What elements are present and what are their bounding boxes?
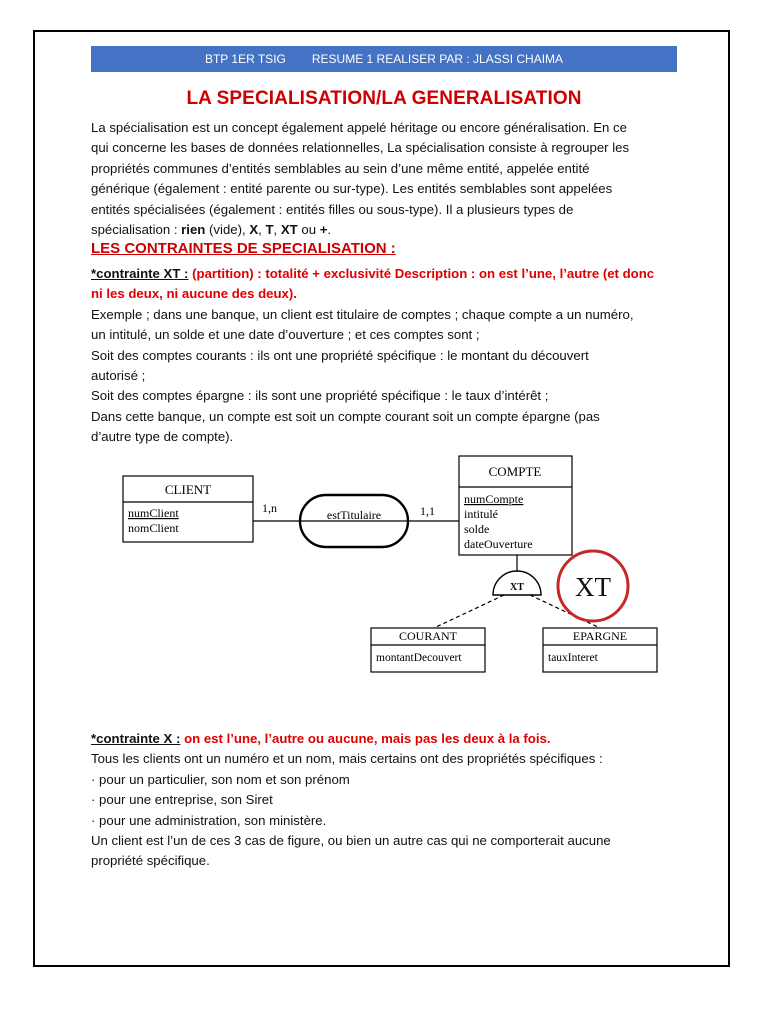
x-definition: on est l’une, l’autre ou aucune, mais pas les deux à la fois.	[180, 731, 551, 746]
compte-attr: dateOuverture	[464, 537, 533, 551]
x-definition-line	[91, 729, 691, 749]
x-line: · pour un particulier, son nom et son prénom	[91, 771, 350, 787]
card-left: 1,n	[262, 501, 277, 515]
client-name: CLIENT	[164, 482, 212, 497]
card-right: 1,1	[420, 504, 435, 518]
page-title: LA SPECIALISATION/LA GENERALISATION	[186, 88, 582, 109]
intro-line: qui concerne les bases de données relationnelles, La spécialisation consiste à regrouper les	[91, 140, 630, 156]
compte-name: COMPTE	[488, 464, 542, 479]
client-attr: nomClient	[128, 521, 179, 535]
x-line: Tous les clients ont un numéro et un nom, mais certains ont des propriétés spécifiques :	[91, 751, 603, 767]
section-heading: LES CONTRAINTES DE SPECIALISATION :	[91, 240, 396, 257]
xt-line: Soit des comptes épargne : ils sont une propriété spécifique : le taux d’intérêt ;	[91, 388, 549, 404]
type-xt: XT	[280, 222, 298, 238]
client-attr: numClient	[128, 506, 179, 520]
compte-attr: numCompte	[464, 492, 524, 506]
client-entity	[123, 476, 253, 542]
circle-label: XT	[575, 572, 611, 602]
x-line: Un client est l’un de ces 3 cas de figure, ou bien un autre cas qui ne comporterait aucune	[91, 833, 611, 849]
x-label: *contrainte X :	[91, 731, 181, 746]
intro-line: spécialisation : rien (vide), X, T, XT ou +.	[91, 222, 332, 238]
header-class: BTP 1ER TSIG	[204, 52, 286, 66]
compte-attr: solde	[464, 522, 490, 536]
courant-name: COURANT	[398, 629, 458, 643]
type-x: X	[249, 222, 259, 238]
intro-line: entités spécialisées (également : entités filles ou sous-type). Il a plusieurs types de	[91, 201, 574, 217]
type-rien: rien	[181, 222, 206, 238]
intro-line: propriétés communes d’entités semblables au sein d’une même entité, appelée entité	[91, 160, 590, 176]
xt-line: un intitulé, un solde et une date d’ouverture ; et ces comptes sont ;	[91, 327, 480, 343]
xt-line: autorisé ;	[91, 368, 146, 384]
epargne-attr: tauxInteret	[548, 652, 598, 664]
courant-attr: montantDecouvert	[376, 652, 462, 664]
type-t: T	[265, 222, 274, 238]
xt-constraint-symbol	[493, 571, 541, 595]
xt-definition: (partition) : totalité + exclusivité Description : on est l’une, l’autre (et donc	[188, 266, 655, 281]
compte-attr: intitulé	[464, 507, 498, 521]
epargne-entity	[543, 628, 657, 672]
xt-line: Dans cette banque, un compte est soit un compte courant soit un compte épargne (pas	[91, 408, 600, 424]
intro-line: La spécialisation est un concept également appelé héritage ou encore généralisation. En ce	[91, 120, 627, 135]
type-plus: +	[319, 222, 328, 238]
header-author: RESUME 1 REALISER PAR : JLASSI CHAIMA	[311, 52, 564, 66]
x-line: propriété spécifique.	[91, 853, 210, 869]
xt-definition-cont: ni les deux, ni aucune des deux).	[91, 286, 297, 302]
xt-circle-annotation	[558, 551, 628, 621]
xt-label: *contrainte XT :	[91, 266, 189, 281]
x-line: · pour une administration, son ministère.	[91, 812, 327, 828]
xt-paragraph	[91, 264, 691, 448]
constraint-label: XT	[510, 582, 524, 593]
header-bar	[91, 46, 677, 72]
xt-line: Exemple ; dans une banque, un client est titulaire de comptes ; chaque compte a un numéro,	[91, 306, 634, 322]
mcd-diagram	[112, 452, 672, 684]
xt-line: d’autre type de compte).	[91, 429, 234, 445]
intro-line: générique (également : entité parente ou sur-type). Les entités semblables sont appelées	[91, 181, 613, 197]
xt-line: Soit des comptes courants : ils ont une propriété spécifique : le montant du découvert	[91, 347, 589, 363]
x-line: · pour une entreprise, son Siret	[91, 792, 273, 808]
xt-definition-line	[91, 264, 691, 284]
x-paragraph	[91, 729, 691, 872]
courant-entity	[371, 628, 485, 672]
compte-entity	[459, 456, 572, 555]
inherit-courant	[434, 595, 504, 628]
intro-paragraph	[91, 118, 691, 240]
epargne-name: EPARGNE	[572, 629, 628, 643]
relation-ellipse	[300, 495, 408, 547]
relation-name: estTitulaire	[326, 508, 382, 522]
